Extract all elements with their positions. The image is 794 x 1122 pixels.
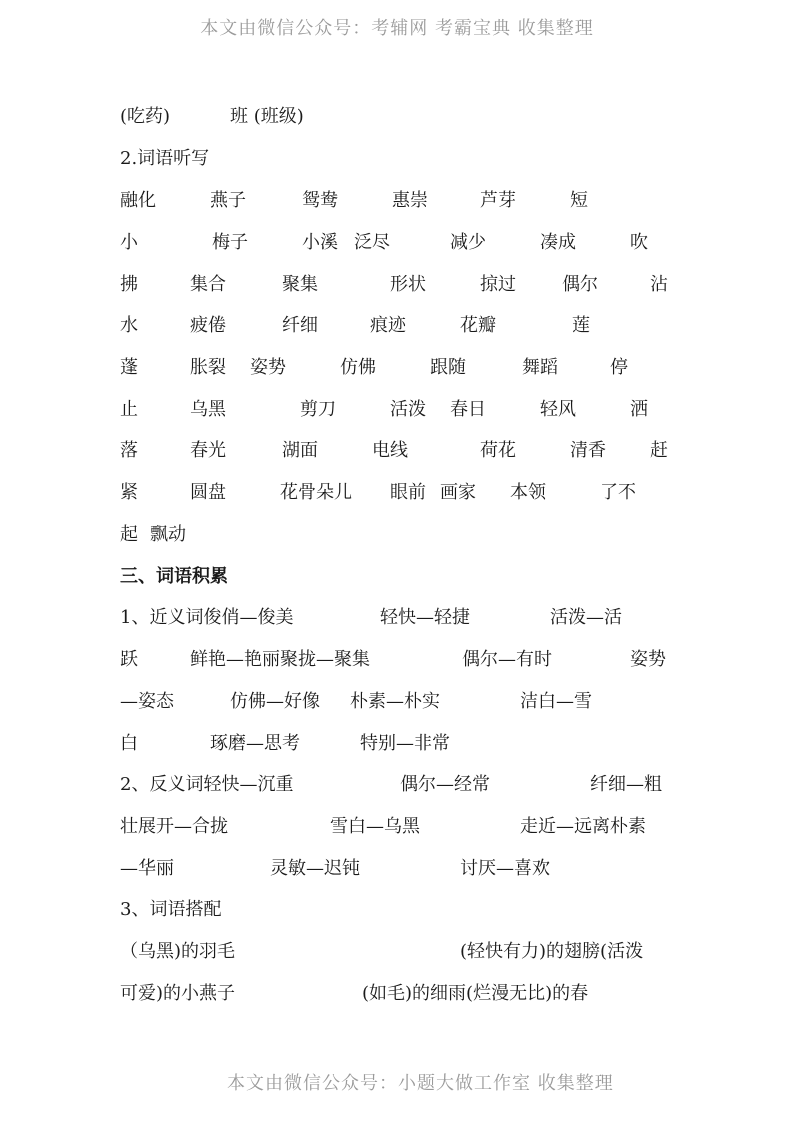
word-item: 壮展开—合拢 (120, 816, 228, 837)
word-item: 飘动 (150, 524, 186, 545)
text-line (120, 479, 680, 507)
word-item: 琢磨—思考 (210, 733, 300, 754)
word-item: 剪刀 (300, 399, 336, 420)
text-line (120, 521, 680, 549)
word-item: 3、词语搭配 (120, 899, 222, 920)
word-item: 灵敏—迟钝 (270, 858, 360, 879)
word-item: 偶尔—经常 (400, 774, 490, 795)
word-item: 偶尔—有时 (462, 649, 552, 670)
text-line (120, 688, 680, 716)
word-item: 赶 (650, 440, 668, 461)
word-item: 凑成 (540, 232, 576, 253)
word-item: 纤细—粗 (590, 774, 662, 795)
word-item: 偶尔 (562, 274, 598, 295)
word-item: 吹 (630, 232, 648, 253)
word-item: 活泼—活 (550, 607, 622, 628)
word-item: （乌黑)的羽毛 (120, 941, 236, 962)
word-item: 雪白—乌黑 (330, 816, 420, 837)
word-item: 乌黑 (190, 399, 226, 420)
word-item: 形状 (390, 274, 426, 295)
word-item: 水 (120, 315, 138, 336)
text-line (120, 646, 680, 674)
word-item: 白 (120, 733, 138, 754)
word-item: 姿势 (250, 357, 286, 378)
word-item: 春日 (450, 399, 486, 420)
word-item: 朴素—朴实 (350, 691, 440, 712)
word-item: 泛尽 (354, 232, 390, 253)
word-item: 本领 (510, 482, 546, 503)
word-item: 花瓣 (460, 315, 496, 336)
text-line (120, 271, 680, 299)
word-item: 特别—非常 (360, 733, 450, 754)
text-line (120, 604, 680, 632)
word-item: 止 (120, 399, 138, 420)
word-item: 鲜艳—艳丽聚拢—聚集 (190, 649, 370, 670)
word-item: 掠过 (480, 274, 516, 295)
text-line (120, 229, 680, 257)
word-item: 莲 (572, 315, 590, 336)
word-item: 短 (570, 190, 588, 211)
word-item: 三、词语积累 (120, 566, 228, 587)
word-item: 姿势 (630, 649, 666, 670)
text-line (120, 938, 680, 966)
text-line (120, 354, 680, 382)
word-item: (吃药) (120, 106, 171, 127)
word-item: 了不 (600, 482, 636, 503)
word-item: 落 (120, 440, 138, 461)
word-item: 洒 (630, 399, 648, 420)
text-line (120, 980, 680, 1008)
word-item: 减少 (450, 232, 486, 253)
word-item: 聚集 (282, 274, 318, 295)
word-item: 停 (610, 357, 628, 378)
text-line (120, 813, 680, 841)
word-item: 仿佛 (340, 357, 376, 378)
word-item: 跟随 (430, 357, 466, 378)
text-line (120, 730, 680, 758)
word-item: 洁白—雪 (520, 691, 592, 712)
word-item: 圆盘 (190, 482, 226, 503)
word-item: 可爱)的小燕子 (120, 983, 236, 1004)
page-footer-watermark: 本文由微信公众号：小题大做工作室 收集整理 (227, 1073, 614, 1094)
word-item: 纤细 (282, 315, 318, 336)
word-item: 轻快—轻捷 (380, 607, 470, 628)
word-item: (如毛)的细雨(烂漫无比)的春 (362, 983, 589, 1004)
word-item: 春光 (190, 440, 226, 461)
word-item: 紧 (120, 482, 138, 503)
text-line (120, 145, 680, 173)
word-item: 舞蹈 (522, 357, 558, 378)
word-item: 拂 (120, 274, 138, 295)
word-item: 电线 (372, 440, 408, 461)
text-line (120, 312, 680, 340)
word-item: 集合 (190, 274, 226, 295)
word-item: 2.词语听写 (120, 148, 210, 169)
page-header-watermark: 本文由微信公众号：考辅网 考霸宝典 收集整理 (200, 18, 594, 39)
word-item: —华丽 (120, 858, 174, 879)
word-item: 湖面 (282, 440, 318, 461)
word-item: 惠崇 (392, 190, 428, 211)
word-item: 走近—远离朴素 (520, 816, 646, 837)
word-item: 融化 (120, 190, 156, 211)
word-item: —姿态 (120, 691, 174, 712)
word-item: 小 (120, 232, 138, 253)
word-item: 仿佛—好像 (230, 691, 320, 712)
word-item: 燕子 (210, 190, 246, 211)
word-item: 轻风 (540, 399, 576, 420)
word-item: 芦芽 (480, 190, 516, 211)
text-line (120, 896, 680, 924)
word-item: 梅子 (212, 232, 248, 253)
word-item: 清香 (570, 440, 606, 461)
word-item: 讨厌—喜欢 (460, 858, 550, 879)
word-item: 眼前 (390, 482, 426, 503)
word-item: 痕迹 (370, 315, 406, 336)
word-item: 起 (120, 524, 138, 545)
word-item: 鸳鸯 (302, 190, 338, 211)
word-item: 跃 (120, 649, 138, 670)
word-item: 班 (班级) (230, 106, 304, 127)
text-line (120, 855, 680, 883)
section-heading (120, 563, 680, 591)
word-item: 画家 (440, 482, 476, 503)
word-item: 沾 (650, 274, 668, 295)
word-item: 胀裂 (190, 357, 226, 378)
word-item: (轻快有力)的翅膀(活泼 (460, 941, 644, 962)
text-line (120, 187, 680, 215)
word-item: 荷花 (480, 440, 516, 461)
word-item: 2、反义词轻快—沉重 (120, 774, 294, 795)
word-item: 1、近义词俊俏—俊美 (120, 607, 294, 628)
text-line (120, 771, 680, 799)
word-item: 小溪 (302, 232, 338, 253)
word-item: 活泼 (390, 399, 426, 420)
text-line (120, 396, 680, 424)
text-line (120, 437, 680, 465)
word-item: 蓬 (120, 357, 138, 378)
word-item: 花骨朵儿 (280, 482, 352, 503)
text-line (120, 103, 680, 131)
word-item: 疲倦 (190, 315, 226, 336)
